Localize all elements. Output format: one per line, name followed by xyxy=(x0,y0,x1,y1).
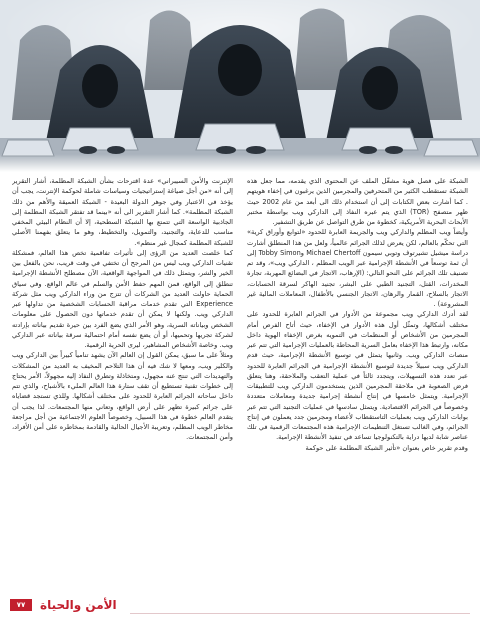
hero-fade xyxy=(0,154,480,172)
paragraph: الإنترنت والأمن السيبراني» عدة اقترحات بشأن الشبكة المظلمة، أشار التقرير إلى أنه «من أجل صياغة إستراتيجيات وسياسات شاملة لحوكمة الإنترنت، يجب أن يؤخذ في الاعتبار وفي جوهر الدولة البعيدة - الشبكة العميقة والأهم من ذلك الشبكة المظلمة». كما أشار التقرير الى أنه «بينما قد تفتقر الشبكة المظلمة إلى الجاذبية الواسعة التي تتمتع بها الشبكة السطحية، إلا أن النظام البيئي المخفي مناسب للدعاية، والتجنيد، والتمويل، والتخطيط، وهو ما يتعلق بفهمنا الأصلي للشبكة المظلمة كمجال غير منظم». xyxy=(12,177,233,247)
article-column-left xyxy=(12,176,233,586)
paragraph: الشبكة على فصل هوية مشغّل الملف عن المحتوى الذي يقدمه، مما جعل هذه الشبكة تستقطب الكثير من المتحرفين والمجرمين الذين يرغبون في إخفاء هويتهم . كما أشارت بعض الكتابات إلى أن استخدام ذلك الى أبعد من عام 2002 حيث ظهر متصفح (TOR) الذي يتم عبره النفاذ إلى الداركي ويب بواسطة مختبر الأبحاث البحرية الأمريكية، كخطوة من طرق التواصل عن طريق التشفير. xyxy=(247,177,468,226)
page-number: ٧٧ xyxy=(10,599,32,611)
footer-divider xyxy=(130,613,470,614)
article-column-right xyxy=(247,176,468,586)
paragraph: وقدم تقرير خاص بعنوان «تأثير الشبكة المظلمة على حوكمة xyxy=(305,443,468,452)
hacker-scene-illustration xyxy=(0,0,480,172)
page-footer xyxy=(0,593,480,617)
paragraph: لقد أدرك الداركي ويب مجموعة من الأدوار في الجرائم العابرة للحدود على مختلف أشكالها، وتمثّل أول هذه الأدوار في الإخفاء، حيث أتاح الفرص أمام المجرمين من الأشخاص أو المنظمات في التمويه بغرض الإخفاء الهوية داخل مكانه، وارتبط هذا الإخفاء بعامل السرية المحاطة بالعمليات الإجرامية التي تتم عبر منصات الداركي ويب. وثانيها يتمثل في توسيع الأنشطة الإجرامية، حيث قدم الداركي ويب سبيلاً جديدة لتوسيع الأنشطة الإجرامية في الجرائم العابرة للحدود عبر تعدد هذه التسهيلات، ويتجدد ثالثاً في عملية التعقب والملاحقة، وهنا يتعلق فرض الصعوبة في ملاحقة المجرمين الذين يستخدمون الداركي ويب للتطبيقات الإجرامية. ويتمثل خامسها في إنتاج أنشطة إجرامية جديدة ومعاملات متعددة وخصوصاً في الجرائم الاقتصادية. ويتمثل سادسها في عمليات التجنيد التي تتم عبر بوابات الداركي ويب بعمليات التاستقطاب لأعضاء ومجرمين جدد يعملون في إنتاج الجرائم، وفي الغالب تستغل التنظيمات الإجرامية هذه المجتمعات الرقمية في تلك عناصر شابة لديها دراية بالتكنولوجيا تساعد في تنفيذ الأنشطة الإجرامية. xyxy=(247,310,468,442)
hero-image xyxy=(0,0,480,172)
paragraph: ومثلاً على ما سبق، يمكن القول إن العالم الآن يشهد تنامياً كبيراً بين الداركي ويب والكلير ويب، ومعها لا شك فيه أن هذا التلاحم المخيف به العديد من المشكلات والتهديدات التي تنتج عنه مجهول، ومتخاذلة وتطرق النفاذ إليه مجهولاً، الأمر يحتاج إلى خطوات تقنية تستطيع أن تقف ستارة هذا العالم المليء بالأشباح، والذي تتم داخل ساحاته الجرائم العابرة للحدود على مختلف أشكالها. وللذي تستجد قضاياه على جرائم كبيرة تظهر على أرض الواقع، وتعاني منها المجتمعات. لذا يجب أن يتقدم العالم خطوة في هذا السبيل، وخصوصاً العلوم الاجتماعية من أجل مراجعة مخاطر الويب المظلم، وتعريبة الأجيال الحالية والقادمة بمخاطره على أمن الأفراد، وأمن المجتمعات. xyxy=(12,351,233,442)
paragraph: وأيضاً ويب المظلم والداركي ويب والجريمة العابرة للحدود «لتوابع وأوراق كرية» التي تحكّم بالعالم، لكن يعرض لذلك الجرائم عالمياً، ولعل من هذا المنطلق أشارت دراسة ميشيل تشيرتوف وتوبي سيمون Michael Chertoff وTobby Simon إلى أن ثمة توسعاً في الأنشطة الإجرامية عبر الويب المظلم ، الداركي ويب»، وقد تم تصنيف تلك الجرائم على النحو التالي: (الإرهاب، الاتجار في البضائع المهربة، تجارة المخدرات، القتل، التجنيد الطبي على البشر، تجنيد الهاكر لسرقة الحسابات، الاتجار بالسلاح، القمار والرهان، الاتجار الجنسي بالأطفال، المعاملات المالية غير المشروعة) . xyxy=(247,228,468,308)
paragraph: كما خلصت العديد من الرؤى إلى تأثيرات تفاقمية تخص هذا العالم، فمشكلة تقنيات الداركي ويب ليس من المرجح أن تختفي في وقت قريب، نحن بالفعل بين الخير والشر، ويتمثل ذلك في المواجهة الواقعية، الآن مصطلح الأنشطة الإجرامية تنطلق إلى الواقع، فمن المهم حفظ الأمن والسلم في عالم الواقع. وفي سياق الحماية حاولت العديد من الشركات أن تتزج من وراء الداركي ويب مثل شركة Experience التي تقدم خدمات مراقبة الحسابات الشخصية من تداولها عبر الداركي ويب. ولكنها لا يمكن أن تقدم خدماتها دون الحصول على معلومات الشخص وبياناته السرية، وهو الأمر الذي يضع الفرد بين حيرة تقديم بياناته بإرادته لشركة تجريها وتحميها، أو أن يضع نفسه أمام احتمالية سرقة بياناته عبر الداركي ويب. وخاصة الأشخاص المشاهير، ليرى الحرية الرقمية. xyxy=(12,248,233,349)
magazine-name: الأمن والحياة xyxy=(40,598,117,612)
article-body xyxy=(12,176,468,586)
